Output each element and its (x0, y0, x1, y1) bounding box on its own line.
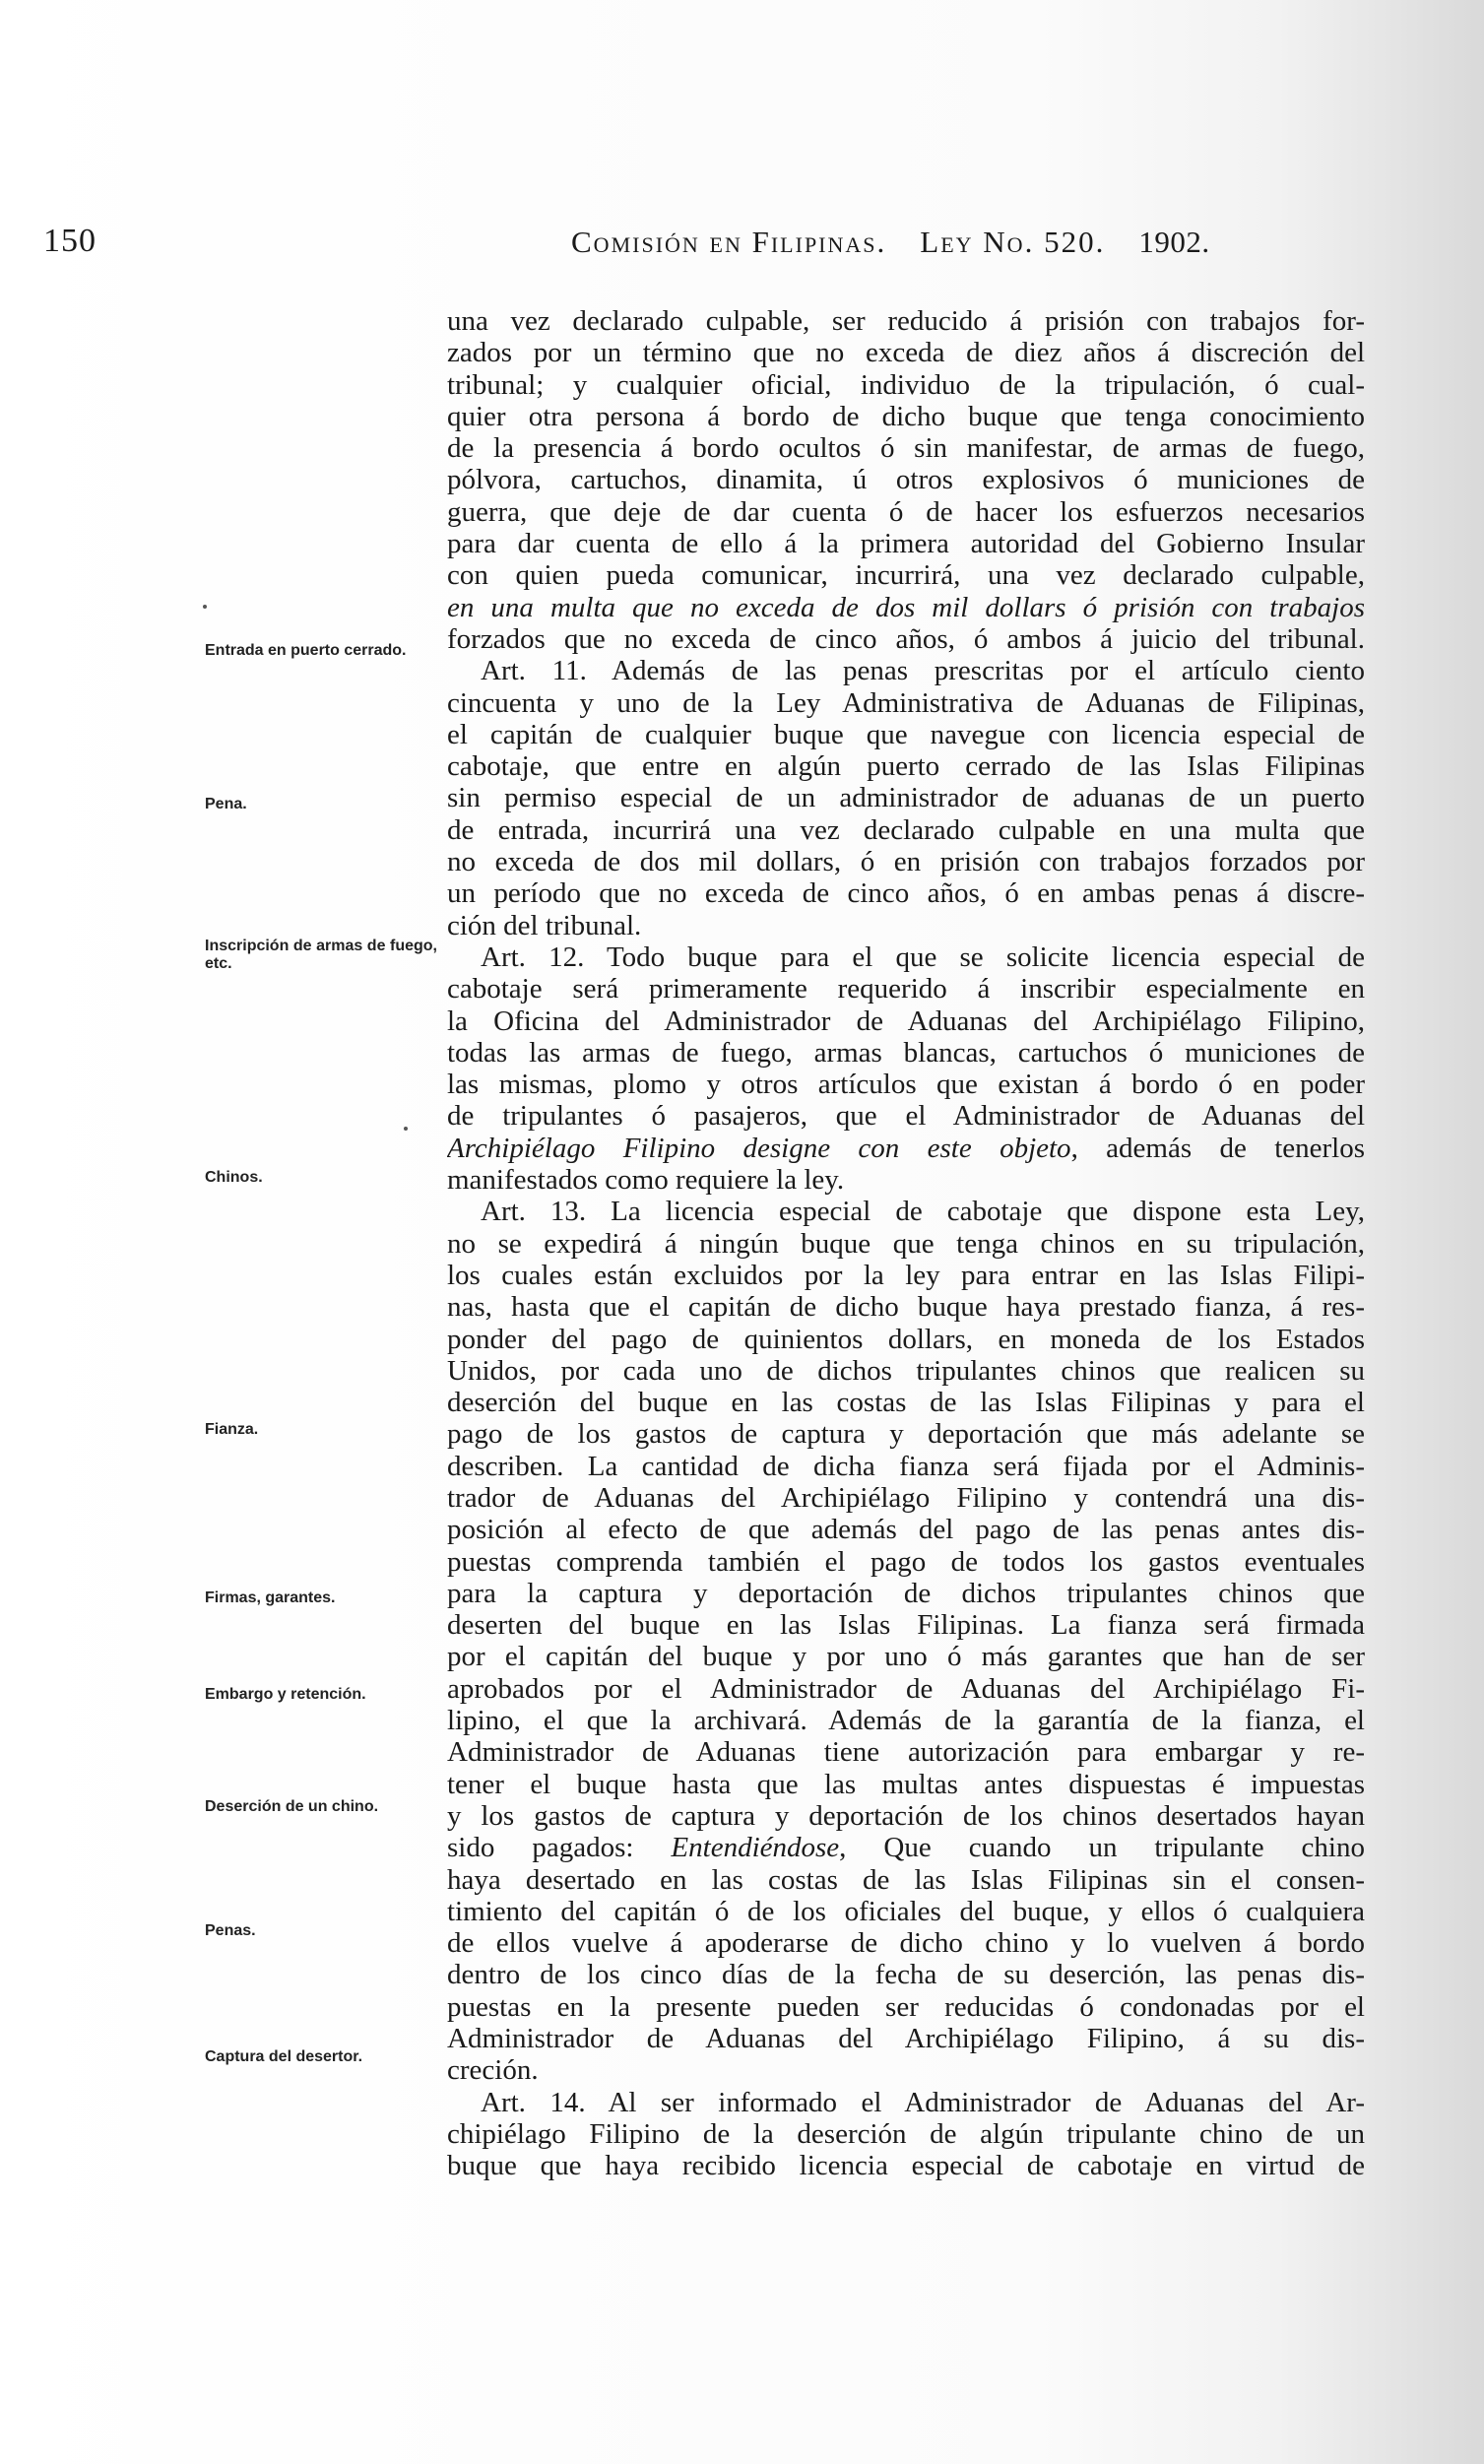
text-line: nas, hasta que el capitán de dicho buque haya prestado fianza, á res- (447, 1291, 1365, 1324)
text-line: ción del tribunal. (447, 909, 642, 941)
running-head-title: Comisión en Filipinas. (571, 225, 887, 259)
text-line: la Oficina del Administrador de Aduanas del Archipiélago Filipino, (447, 1005, 1365, 1037)
text-line: timiento del capitán ó de los oficiales del buque, y ellos ó cualquiera (447, 1895, 1365, 1927)
text-line: chipiélago Filipino de la deserción de algún tripulante chino de un (447, 2117, 1365, 2150)
text-line: los cuales están excluidos por la ley para entrar en las Islas Filipi- (447, 1259, 1365, 1291)
text-line: ponder del pago de quinientos dollars, en moneda de los Estados (447, 1323, 1365, 1355)
text-line: manifestados como requiere la ley. (447, 1164, 845, 1197)
marginal-note-embargo: Embargo y retención. (205, 1686, 366, 1703)
text-line: lipino, el que la archivará. Además de la garantía de la fianza, el (447, 1705, 1365, 1737)
text-line: describen. La cantidad de dicha fianza será fijada por el Adminis- (447, 1450, 1365, 1482)
marginal-note-firmas: Firmas, garantes. (205, 1589, 336, 1606)
text-line: cincuenta y uno de la Ley Administrativa de Aduanas de Filipinas, (447, 686, 1365, 719)
text-line: guerra, que deje de dar cuenta ó de hacer los esfuerzos necesarios (447, 495, 1365, 528)
text-line: puestas comprenda también el pago de todos los gastos eventuales (447, 1545, 1365, 1578)
text-line: las mismas, plomo y otros artículos que existan á bordo ó en poder (447, 1069, 1365, 1101)
text-line: Unidos, por cada uno de dichos tripulantes chinos que realicen su (447, 1354, 1365, 1387)
text-line: una vez declarado culpable, ser reducido á prisión con trabajos for- (447, 305, 1365, 337)
text-line: tener el buque hasta que las multas antes dispuestas é impuestas (447, 1768, 1365, 1800)
text-line: deserción del buque en las costas de las Islas Filipinas y para el (447, 1387, 1365, 1419)
text-line: dentro de los cinco días de la fecha de su deserción, las penas dis- (447, 1959, 1365, 1991)
text-line: para dar cuenta de ello á la primera autoridad del Gobierno Insular (447, 528, 1365, 560)
text-line: zados por un término que no exceda de diez años á discreción del (447, 337, 1365, 369)
marginal-note-pena: Pena. (205, 796, 247, 812)
marginal-note-entrada: Entrada en puerto cerrado. (205, 642, 407, 659)
text-line: de la presencia á bordo ocultos ó sin manifestar, de armas de fuego, (447, 432, 1365, 465)
margin-dot (203, 605, 207, 609)
text-line: trador de Aduanas del Archipiélago Filipino y contendrá una dis- (447, 1481, 1365, 1514)
text-line: todas las armas de fuego, armas blancas, cartuchos ó municiones de (447, 1036, 1365, 1069)
text-line: y los gastos de captura y deportación de los chinos desertados hayan (447, 1799, 1365, 1832)
article-14-heading-line: Art. 14. Al ser informado el Administrador de Aduanas del Ar- (481, 2086, 1365, 2118)
article-12-heading-line: Art. 12. Todo buque para el que se solicite licencia especial de (481, 940, 1365, 973)
text-line: aprobados por el Administrador de Aduanas del Archipiélago Fi- (447, 1672, 1365, 1705)
text-line: puestas en la presente pueden ser reducidas ó condonadas por el (447, 1990, 1365, 2023)
text-line: con quien pueda comunicar, incurrirá, una vez declarado culpable, (447, 559, 1365, 592)
running-head-year: 1902. (1138, 225, 1210, 259)
running-head-law: Ley No. 520. (920, 225, 1106, 259)
text-line: no exceda de dos mil dollars, ó en prisión con trabajos forzados por (447, 846, 1365, 878)
text-line: posición al efecto de que además del pago de las penas antes dis- (447, 1514, 1365, 1546)
text-line: un período que no exceda de cinco años, ó en ambas penas á discre- (447, 877, 1365, 910)
text-line: de ellos vuelve á apoderarse de dicho chino y lo vuelven á bordo (447, 1927, 1365, 1960)
marginal-note-inscripcion: Inscripción de armas de fuego, etc. (205, 938, 437, 972)
text-line: cabotaje será primeramente requerido á inscribir especialmente en (447, 973, 1365, 1005)
marginal-note-chinos: Chinos. (205, 1169, 263, 1186)
marginal-note-fianza: Fianza. (205, 1421, 259, 1438)
text-line: creción. (447, 2054, 539, 2087)
text-line: pólvora, cartuchos, dinamita, ú otros explosivos ó municiones de (447, 464, 1365, 496)
text-line: forzados que no exceda de cinco años, ó ambos á juicio del tribunal. (447, 622, 1365, 655)
text-line: Administrador de Aduanas del Archipiélago Filipino, á su dis- (447, 2023, 1365, 2055)
text-line: sido pagados: Entendiéndose, Que cuando un tripulante chino (447, 1832, 1365, 1864)
text-line: en una multa que no exceda de dos mil dollars ó prisión con trabajos (447, 591, 1365, 623)
text-line: buque que haya recibido licencia especial de cabotaje en virtud de (447, 2150, 1365, 2182)
text-line: por el capitán del buque y por uno ó más garantes que han de ser (447, 1641, 1365, 1673)
margin-dot (404, 1127, 408, 1131)
text-line: Archipiélago Filipino designe con este objeto, además de tenerlos (447, 1132, 1365, 1164)
text-line: sin permiso especial de un administrador de aduanas de un puerto (447, 782, 1365, 814)
article-13-heading-line: Art. 13. La licencia especial de cabotaje que dispone esta Ley, (481, 1196, 1365, 1228)
text-line: para la captura y deportación de dichos tripulantes chinos que (447, 1577, 1365, 1609)
text-line: el capitán de cualquier buque que navegue con licencia especial de (447, 718, 1365, 750)
text-line: cabotaje, que entre en algún puerto cerrado de las Islas Filipinas (447, 750, 1365, 783)
body-text (447, 305, 1365, 2182)
text-line: Administrador de Aduanas tiene autorización para embargar y re- (447, 1736, 1365, 1769)
marginal-note-penas: Penas. (205, 1922, 256, 1939)
article-11-heading-line: Art. 11. Además de las penas prescritas por el artículo ciento (481, 655, 1365, 687)
text-line: de tripulantes ó pasajeros, que el Administrador de Aduanas del (447, 1100, 1365, 1133)
text-line: pago de los gastos de captura y deportación que más adelante se (447, 1418, 1365, 1451)
text-line: deserten del buque en las Islas Filipinas. La fianza será firmada (447, 1609, 1365, 1642)
marginal-note-captura: Captura del desertor. (205, 2048, 363, 2065)
text-line: haya desertado en las costas de las Islas Filipinas sin el consen- (447, 1863, 1365, 1896)
marginal-note-desercion: Deserción de un chino. (205, 1798, 379, 1815)
text-line: no se expedirá á ningún buque que tenga chinos en su tripulación, (447, 1227, 1365, 1260)
text-line: tribunal; y cualquier oficial, individuo de la tripulación, ó cual- (447, 368, 1365, 401)
page-number: 150 (43, 223, 97, 259)
text-line: quier otra persona á bordo de dicho buque que tenga conocimiento (447, 400, 1365, 432)
text-line: de entrada, incurrirá una vez declarado culpable en una multa que (447, 813, 1365, 846)
running-head (571, 225, 1210, 260)
